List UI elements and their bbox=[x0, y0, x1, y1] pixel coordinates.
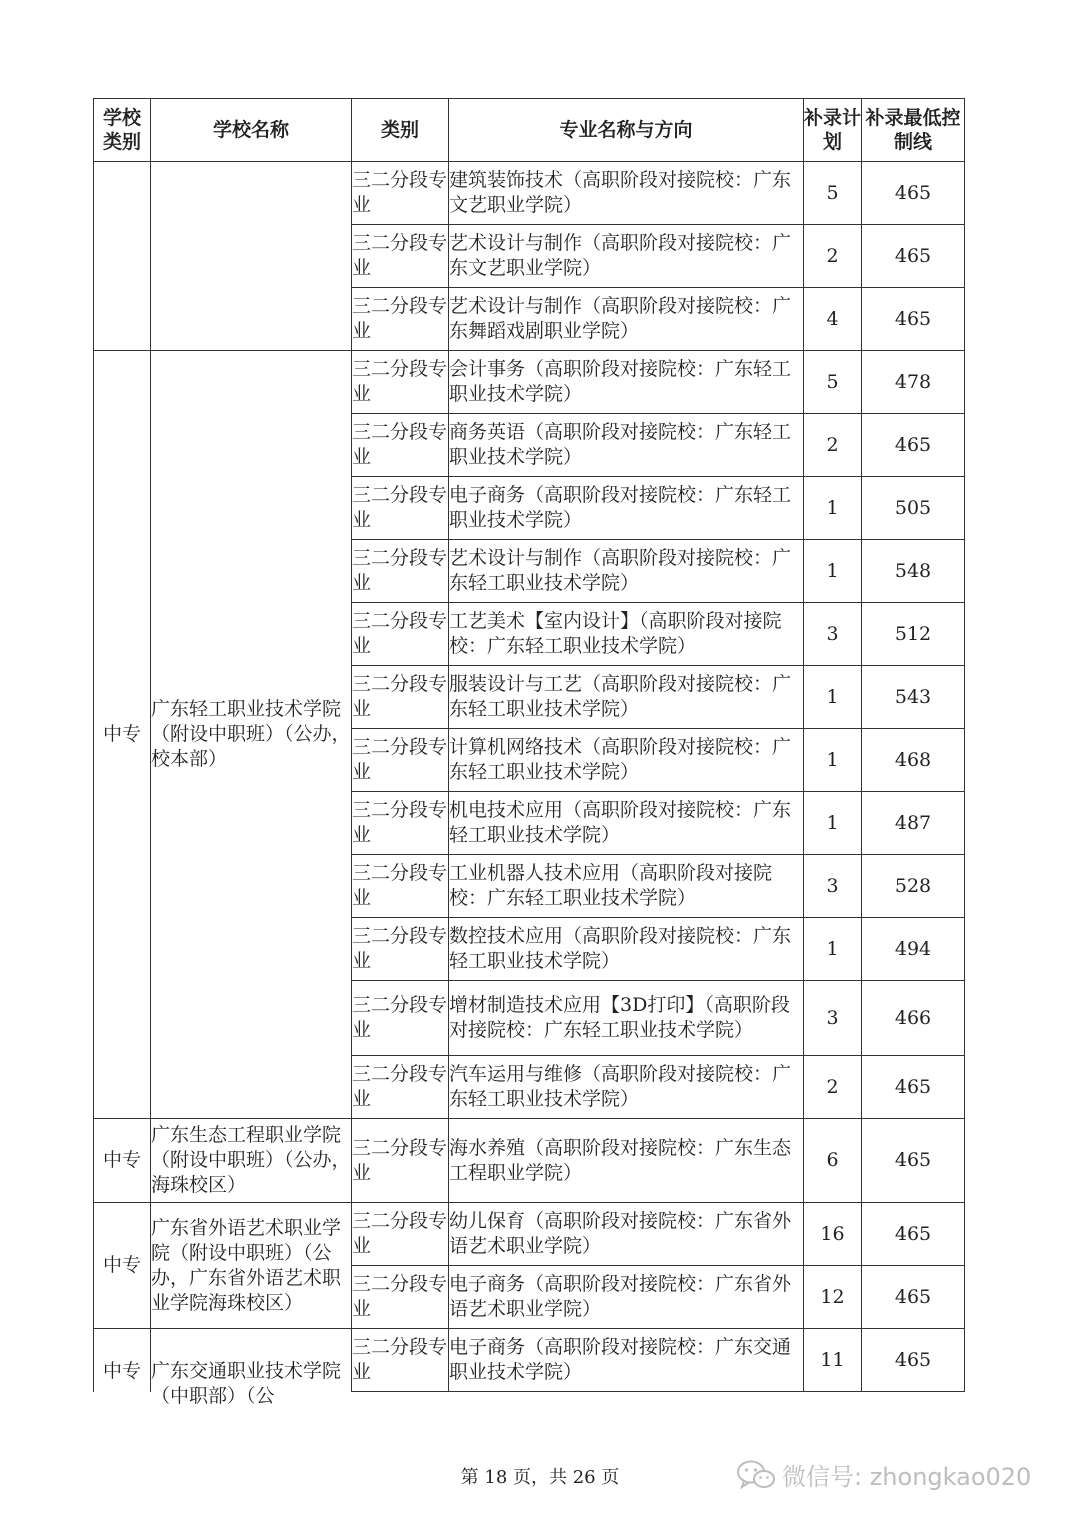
category-cell: 三二分段专业 bbox=[352, 666, 449, 729]
category-cell: 三二分段专业 bbox=[352, 603, 449, 666]
major-cell: 会计事务（高职阶段对接院校：广东轻工职业技术学院） bbox=[449, 351, 804, 414]
min-score-cell: 465 bbox=[862, 1056, 965, 1119]
watermark bbox=[736, 1457, 1031, 1492]
table-row bbox=[94, 1203, 965, 1266]
min-score-cell: 465 bbox=[862, 414, 965, 477]
header-school-name: 学校名称 bbox=[151, 99, 352, 162]
major-cell: 幼儿保育（高职阶段对接院校：广东省外语艺术职业学院） bbox=[449, 1203, 804, 1266]
school-name-cell: 广东轻工职业技术学院（附设中职班）（公办，校本部） bbox=[151, 351, 352, 1119]
category-cell: 三二分段专业 bbox=[352, 540, 449, 603]
min-score-cell: 487 bbox=[862, 792, 965, 855]
school-name-cell bbox=[151, 162, 352, 351]
school-name-cell: 广东生态工程职业学院（附设中职班）（公办，海珠校区） bbox=[151, 1119, 352, 1203]
school-name-cell bbox=[151, 1329, 352, 1408]
major-cell: 数控技术应用（高职阶段对接院校：广东轻工职业技术学院） bbox=[449, 918, 804, 981]
table-row bbox=[94, 162, 965, 225]
major-cell: 工艺美术【室内设计】（高职阶段对接院校：广东轻工职业技术学院） bbox=[449, 603, 804, 666]
min-score-cell: 465 bbox=[862, 1329, 965, 1392]
header-min-score: 补录最低控制线 bbox=[862, 99, 965, 162]
plan-cell: 2 bbox=[804, 1056, 862, 1119]
category-cell: 三二分段专业 bbox=[352, 414, 449, 477]
plan-cell: 12 bbox=[804, 1266, 862, 1329]
min-score-cell: 465 bbox=[862, 1266, 965, 1329]
table-row bbox=[94, 1119, 965, 1203]
plan-cell: 1 bbox=[804, 729, 862, 792]
major-cell: 机电技术应用（高职阶段对接院校：广东轻工职业技术学院） bbox=[449, 792, 804, 855]
major-cell: 电子商务（高职阶段对接院校：广东省外语艺术职业学院） bbox=[449, 1266, 804, 1329]
min-score-cell: 512 bbox=[862, 603, 965, 666]
min-score-cell: 505 bbox=[862, 477, 965, 540]
major-cell: 计算机网络技术（高职阶段对接院校：广东轻工职业技术学院） bbox=[449, 729, 804, 792]
school-type-cell bbox=[94, 162, 151, 351]
plan-cell: 2 bbox=[804, 414, 862, 477]
major-cell: 工业机器人技术应用（高职阶段对接院校：广东轻工职业技术学院） bbox=[449, 855, 804, 918]
min-score-cell: 465 bbox=[862, 1203, 965, 1266]
category-cell: 三二分段专业 bbox=[352, 981, 449, 1056]
plan-cell: 1 bbox=[804, 666, 862, 729]
plan-cell: 4 bbox=[804, 288, 862, 351]
category-cell: 三二分段专业 bbox=[352, 351, 449, 414]
min-score-cell: 465 bbox=[862, 225, 965, 288]
category-cell: 三二分段专业 bbox=[352, 1203, 449, 1266]
header-major: 专业名称与方向 bbox=[449, 99, 804, 162]
header-school-type: 学校类别 bbox=[94, 99, 151, 162]
plan-cell: 1 bbox=[804, 918, 862, 981]
watermark-text: 微信号: zhongkao020 bbox=[782, 1463, 1032, 1491]
school-type-cell bbox=[94, 1329, 151, 1392]
major-cell: 海水养殖（高职阶段对接院校：广东生态工程职业学院） bbox=[449, 1119, 804, 1203]
page-footer: 第 18 页，共 26 页 bbox=[460, 1467, 620, 1488]
plan-cell: 6 bbox=[804, 1119, 862, 1203]
plan-cell: 5 bbox=[804, 351, 862, 414]
category-cell: 三二分段专业 bbox=[352, 477, 449, 540]
major-cell: 电子商务（高职阶段对接院校：广东交通职业技术学院） bbox=[449, 1329, 804, 1392]
school-name-cell: 广东省外语艺术职业学院（附设中职班）（公办，广东省外语艺术职业学院海珠校区） bbox=[151, 1203, 352, 1329]
plan-cell: 1 bbox=[804, 792, 862, 855]
plan-cell: 1 bbox=[804, 540, 862, 603]
school-type-cell: 中专 bbox=[94, 351, 151, 1119]
category-cell: 三二分段专业 bbox=[352, 855, 449, 918]
table-row bbox=[94, 1329, 965, 1392]
category-cell: 三二分段专业 bbox=[352, 288, 449, 351]
category-cell: 三二分段专业 bbox=[352, 1329, 449, 1392]
min-score-cell: 465 bbox=[862, 288, 965, 351]
table-header-row bbox=[94, 99, 965, 162]
major-cell: 建筑装饰技术（高职阶段对接院校：广东文艺职业学院） bbox=[449, 162, 804, 225]
plan-cell: 5 bbox=[804, 162, 862, 225]
category-cell: 三二分段专业 bbox=[352, 1056, 449, 1119]
major-cell: 艺术设计与制作（高职阶段对接院校：广东舞蹈戏剧职业学院） bbox=[449, 288, 804, 351]
category-cell: 三二分段专业 bbox=[352, 1119, 449, 1203]
min-score-cell: 465 bbox=[862, 1119, 965, 1203]
header-category: 类别 bbox=[352, 99, 449, 162]
admission-table bbox=[93, 98, 965, 1408]
min-score-cell: 548 bbox=[862, 540, 965, 603]
min-score-cell: 528 bbox=[862, 855, 965, 918]
plan-cell: 3 bbox=[804, 603, 862, 666]
category-cell: 三二分段专业 bbox=[352, 792, 449, 855]
major-cell: 汽车运用与维修（高职阶段对接院校：广东轻工职业技术学院） bbox=[449, 1056, 804, 1119]
plan-cell: 16 bbox=[804, 1203, 862, 1266]
category-cell: 三二分段专业 bbox=[352, 225, 449, 288]
plan-cell: 3 bbox=[804, 981, 862, 1056]
category-cell: 三二分段专业 bbox=[352, 729, 449, 792]
category-cell: 三二分段专业 bbox=[352, 1266, 449, 1329]
category-cell: 三二分段专业 bbox=[352, 162, 449, 225]
plan-cell: 2 bbox=[804, 225, 862, 288]
wechat-icon bbox=[736, 1459, 776, 1491]
header-plan: 补录计划 bbox=[804, 99, 862, 162]
school-type-cell: 中专 bbox=[94, 1119, 151, 1203]
major-cell: 服装设计与工艺（高职阶段对接院校：广东轻工职业技术学院） bbox=[449, 666, 804, 729]
min-score-cell: 543 bbox=[862, 666, 965, 729]
min-score-cell: 494 bbox=[862, 918, 965, 981]
major-cell: 电子商务（高职阶段对接院校：广东轻工职业技术学院） bbox=[449, 477, 804, 540]
school-type-cell: 中专 bbox=[94, 1203, 151, 1329]
plan-cell: 1 bbox=[804, 477, 862, 540]
min-score-cell: 465 bbox=[862, 162, 965, 225]
category-cell: 三二分段专业 bbox=[352, 918, 449, 981]
school-name-clipped: 广东交通职业技术学院（中职部）（公 bbox=[151, 1360, 342, 1408]
plan-cell: 3 bbox=[804, 855, 862, 918]
major-cell: 艺术设计与制作（高职阶段对接院校：广东文艺职业学院） bbox=[449, 225, 804, 288]
min-score-cell: 478 bbox=[862, 351, 965, 414]
major-cell: 艺术设计与制作（高职阶段对接院校：广东轻工职业技术学院） bbox=[449, 540, 804, 603]
major-cell: 商务英语（高职阶段对接院校：广东轻工职业技术学院） bbox=[449, 414, 804, 477]
table-row bbox=[94, 351, 965, 414]
major-cell: 增材制造技术应用【3D打印】（高职阶段对接院校：广东轻工职业技术学院） bbox=[449, 981, 804, 1056]
school-type-clipped: 中专 bbox=[102, 1360, 141, 1383]
min-score-cell: 468 bbox=[862, 729, 965, 792]
plan-cell: 11 bbox=[804, 1329, 862, 1392]
min-score-cell: 466 bbox=[862, 981, 965, 1056]
